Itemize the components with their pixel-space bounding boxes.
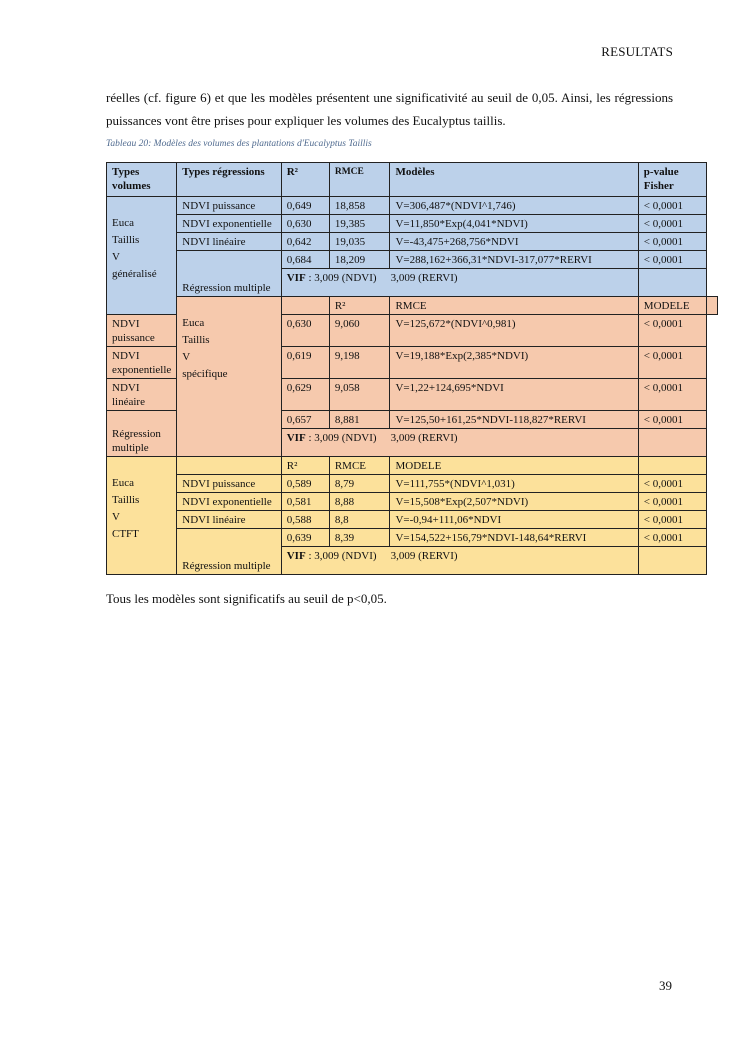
p-value: < 0,0001 (638, 251, 706, 269)
empty-cell (638, 457, 706, 475)
regression-type-multiple: Régression multiple (177, 251, 281, 297)
rmce-value: 8,79 (329, 475, 390, 493)
p-value: < 0,0001 (638, 475, 706, 493)
p-value: < 0,0001 (638, 511, 706, 529)
vif-cell: VIF : 3,009 (NDVI) 3,009 (RERVI) (281, 547, 638, 575)
empty-cell (281, 297, 329, 315)
p-value: < 0,0001 (638, 347, 706, 379)
subheader-r2: R² (281, 457, 329, 475)
volume-type-cell: Euca Taillis V généralisé (107, 197, 177, 315)
r2-value: 0,642 (281, 233, 329, 251)
table-row (107, 529, 718, 547)
rmce-value: 19,385 (329, 215, 390, 233)
model-equation: V=19,188*Exp(2,385*NDVI) (390, 347, 638, 379)
p-value: < 0,0001 (638, 215, 706, 233)
table-header-row (107, 163, 718, 197)
rmce-value: 9,058 (329, 379, 390, 411)
subheader-rmce: RMCE (329, 457, 390, 475)
p-value: < 0,0001 (638, 197, 706, 215)
volume-type-cell: Euca Taillis V spécifique (177, 297, 281, 457)
regression-type: NDVI linéaire (177, 511, 281, 529)
r2-value: 0,619 (281, 347, 329, 379)
model-equation: V=-0,94+111,06*NDVI (390, 511, 638, 529)
r2-value: 0,639 (281, 529, 329, 547)
model-equation: V=111,755*(NDVI^1,031) (390, 475, 638, 493)
page-number: 39 (659, 978, 672, 993)
rmce-value: 18,858 (329, 197, 390, 215)
table-row (107, 197, 718, 215)
subheader-rmce: RMCE (390, 297, 638, 315)
p-value: < 0,0001 (638, 529, 706, 547)
vif-cell: VIF : 3,009 (NDVI) 3,009 (RERVI) (281, 429, 638, 457)
p-value: < 0,0001 (638, 411, 706, 429)
table-row (107, 251, 718, 269)
r2-value: 0,629 (281, 379, 329, 411)
subheader-row (107, 457, 718, 475)
rmce-value: 9,060 (329, 315, 390, 347)
table-row (107, 215, 718, 233)
table-caption: Tableau 20: Modèles des volumes des plantations d'Eucalyptus Taillis (106, 139, 372, 149)
header-type-volumes: Types volumes (107, 163, 177, 197)
model-equation: V=15,508*Exp(2,507*NDVI) (390, 493, 638, 511)
header-type-regressions: Types régressions (177, 163, 281, 197)
regression-type: NDVI linéaire (107, 379, 177, 411)
model-equation: V=306,487*(NDVI^1,746) (390, 197, 638, 215)
header-pvalue: p-value Fisher (638, 163, 706, 197)
p-value: < 0,0001 (638, 315, 706, 347)
paragraph-line-2: régressions puissances vont être prises pour expliquer les volumes des Eucalyptus taillis. (106, 90, 674, 128)
r2-value: 0,630 (281, 315, 329, 347)
r2-value: 0,589 (281, 475, 329, 493)
model-equation: V=125,50+161,25*NDVI-118,827*RERVI (390, 411, 638, 429)
rmce-value: 19,035 (329, 233, 390, 251)
r2-value: 0,684 (281, 251, 329, 269)
model-equation: V=154,522+156,79*NDVI-148,64*RERVI (390, 529, 638, 547)
model-equation: V=11,850*Exp(4,041*NDVI) (390, 215, 638, 233)
table-row (107, 475, 718, 493)
regression-type: NDVI exponentielle (107, 347, 177, 379)
regression-type-multiple: Régression multiple (107, 411, 177, 457)
r2-value: 0,588 (281, 511, 329, 529)
r2-value: 0,657 (281, 411, 329, 429)
table-row (107, 233, 718, 251)
rmce-value: 9,198 (329, 347, 390, 379)
subheader-model: MODELE (638, 297, 706, 315)
subheader-row (107, 297, 718, 315)
volume-models-table (106, 162, 718, 575)
model-equation: V=-43,475+268,756*NDVI (390, 233, 638, 251)
regression-type: NDVI exponentielle (177, 215, 281, 233)
header-modeles: Modèles (390, 163, 638, 197)
subheader-model: MODELE (390, 457, 638, 475)
regression-type: NDVI puissance (177, 475, 281, 493)
regression-type-multiple: Régression multiple (177, 529, 281, 575)
model-equation: V=288,162+366,31*NDVI-317,077*RERVI (390, 251, 638, 269)
r2-value: 0,581 (281, 493, 329, 511)
rmce-value: 8,88 (329, 493, 390, 511)
regression-type: NDVI linéaire (177, 233, 281, 251)
p-value: < 0,0001 (638, 493, 706, 511)
p-value: < 0,0001 (638, 379, 706, 411)
p-value: < 0,0001 (638, 233, 706, 251)
rmce-value: 8,881 (329, 411, 390, 429)
subheader-r2: R² (329, 297, 390, 315)
empty-cell (177, 457, 281, 475)
empty-cell (707, 297, 718, 315)
empty-cell (638, 429, 706, 457)
empty-cell (638, 547, 706, 575)
volume-type-cell: Euca Taillis V CTFT (107, 457, 177, 575)
model-equation: V=1,22+124,695*NDVI (390, 379, 638, 411)
body-paragraph (106, 86, 673, 132)
model-equation: V=125,672*(NDVI^0,981) (390, 315, 638, 347)
table-row (107, 493, 718, 511)
table-footnote: Tous les modèles sont significatifs au seuil de p<0,05. (106, 591, 387, 606)
vif-cell: VIF : 3,009 (NDVI) 3,009 (RERVI) (281, 269, 638, 297)
empty-cell (638, 269, 706, 297)
paragraph-line-1: réelles (cf. figure 6) et que les modèles présentent une significativité au seuil de 0,05. Ainsi, les (106, 90, 611, 105)
page-header: RESULTATS (601, 44, 673, 59)
rmce-value: 18,209 (329, 251, 390, 269)
regression-type: NDVI puissance (107, 315, 177, 347)
r2-value: 0,630 (281, 215, 329, 233)
table-row (107, 511, 718, 529)
header-r2: R² (281, 163, 329, 197)
rmce-value: 8,8 (329, 511, 390, 529)
header-rmce: RMCE (329, 163, 390, 197)
r2-value: 0,649 (281, 197, 329, 215)
rmce-value: 8,39 (329, 529, 390, 547)
regression-type: NDVI exponentielle (177, 493, 281, 511)
regression-type: NDVI puissance (177, 197, 281, 215)
